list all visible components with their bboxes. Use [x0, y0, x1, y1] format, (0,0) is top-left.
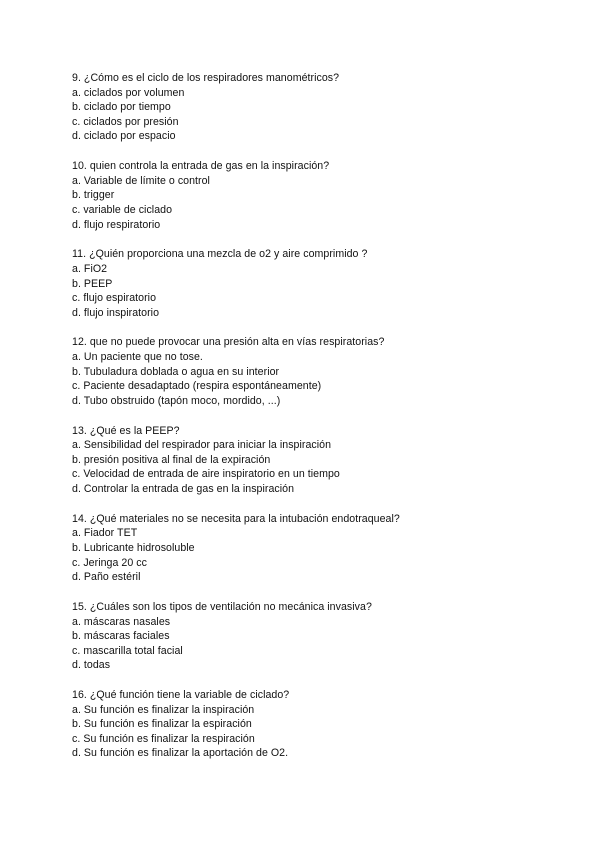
option-c: c. ciclados por presión — [72, 115, 179, 128]
option-a: a. Su función es finalizar la inspiración — [72, 703, 255, 716]
option-c: c. variable de ciclado — [72, 203, 173, 216]
question-stem: 12. que no puede provocar una presión alta en vías respiratorias? — [72, 336, 385, 349]
option-d: d. flujo respiratorio — [72, 218, 161, 231]
question-stem: 9. ¿Cómo es el ciclo de los respiradores manométricos? — [72, 72, 340, 84]
question-14 — [72, 512, 552, 585]
question-list — [72, 71, 552, 776]
option-d: d. ciclado por espacio — [72, 130, 176, 143]
option-c: c. Su función es finalizar la respiración — [72, 732, 255, 745]
option-d: d. Tubo obstruido (tapón moco, mordido, ...) — [72, 394, 281, 407]
question-9 — [72, 71, 552, 144]
option-c: c. Paciente desadaptado (respira espontáneamente) — [72, 380, 322, 393]
question-stem: 13. ¿Qué es la PEEP? — [72, 424, 180, 437]
option-b: b. presión positiva al final de la expiración — [72, 453, 271, 466]
option-b: b. PEEP — [72, 277, 113, 290]
question-stem: 15. ¿Cuáles son los tipos de ventilación no mecánica invasiva? — [72, 600, 372, 613]
option-b: b. trigger — [72, 189, 115, 202]
option-c: c. mascarilla total facial — [72, 644, 183, 657]
option-d: d. Controlar la entrada de gas en la inspiración — [72, 483, 295, 495]
option-d: d. todas — [72, 659, 111, 672]
question-stem: 10. quien controla la entrada de gas en la inspiración? — [72, 160, 330, 173]
question-12 — [72, 335, 552, 408]
option-a: a. Sensibilidad del respirador para iniciar la inspiración — [72, 439, 332, 452]
question-15 — [72, 600, 552, 673]
option-b: b. Su función es finalizar la espiración — [72, 718, 252, 731]
question-stem: 11. ¿Quién proporciona una mezcla de o2 y aire comprimido ? — [72, 248, 368, 261]
question-16 — [72, 688, 552, 761]
option-a: a. ciclados por volumen — [72, 86, 185, 99]
option-a: a. Un paciente que no tose. — [72, 351, 203, 364]
question-stem: 16. ¿Qué función tiene la variable de ciclado? — [72, 689, 290, 702]
option-c: c. flujo espiratorio — [72, 292, 157, 305]
option-d: d. flujo inspiratorio — [72, 306, 160, 319]
option-a: a. Variable de límite o control — [72, 174, 210, 187]
option-a: a. FiO2 — [72, 262, 108, 275]
option-b: b. ciclado por tiempo — [72, 101, 171, 114]
question-stem: 14. ¿Qué materiales no se necesita para la intubación endotraqueal? — [72, 512, 400, 525]
question-10 — [72, 159, 552, 232]
option-b: b. Lubricante hidrosoluble — [72, 541, 195, 554]
option-d: d. Su función es finalizar la aportación de O2. — [72, 747, 289, 760]
option-b: b. máscaras faciales — [72, 630, 170, 643]
option-a: a. Fiador TET — [72, 527, 138, 540]
option-b: b. Tubuladura doblada o agua en su interior — [72, 365, 280, 378]
option-c: c. Jeringa 20 cc — [72, 556, 147, 569]
option-d: d. Paño estéril — [72, 571, 141, 584]
question-13 — [72, 424, 552, 497]
option-a: a. máscaras nasales — [72, 615, 171, 628]
option-c: c. Velocidad de entrada de aire inspiratorio en un tiempo — [72, 468, 340, 481]
question-11 — [72, 247, 552, 320]
